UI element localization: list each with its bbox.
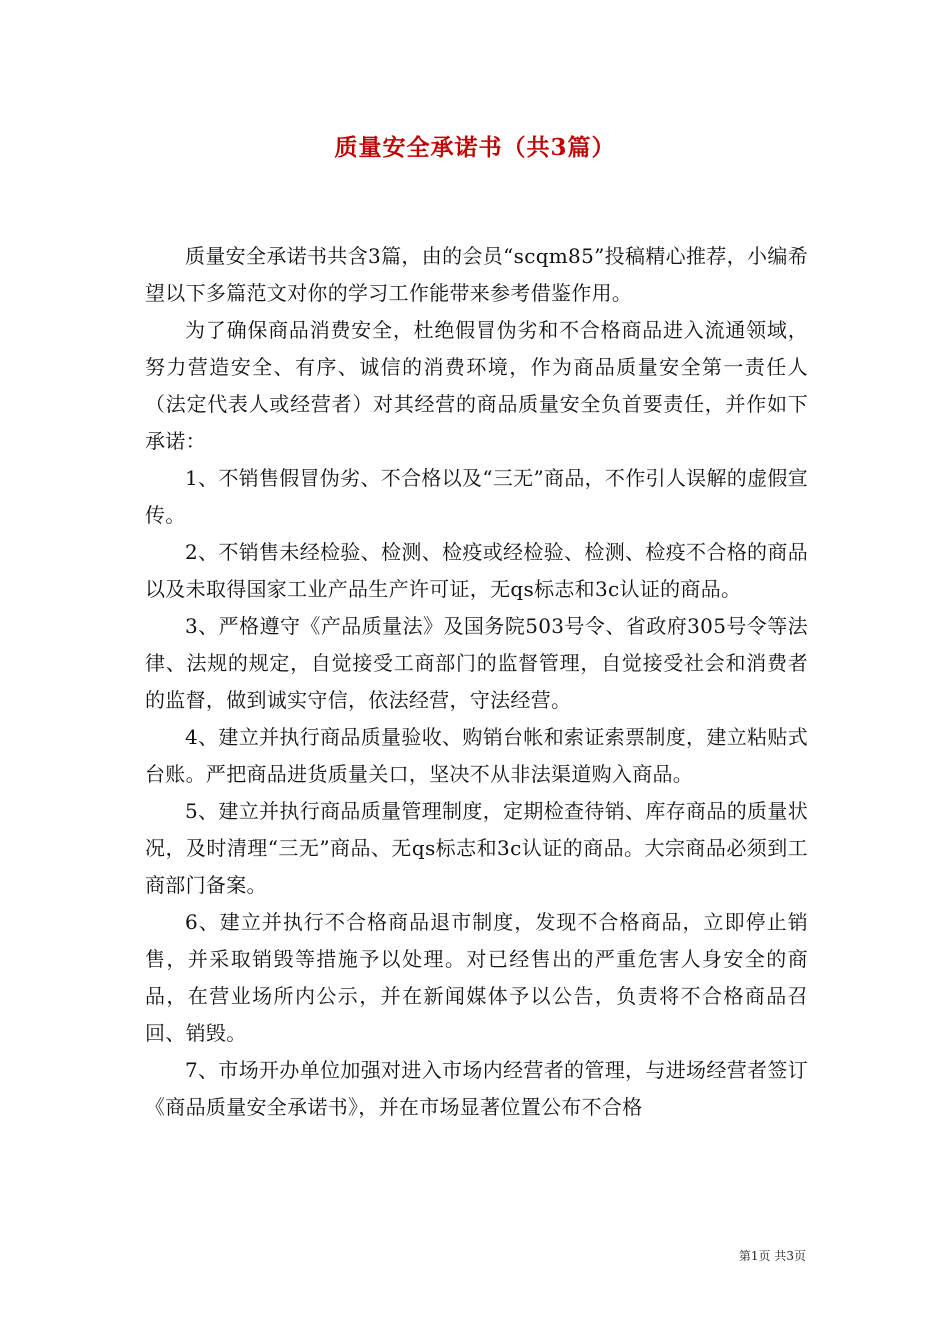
paragraph-item-7: 7、市场开办单位加强对进入市场内经营者的管理，与进场经营者签订《商品质量安全承诺书》，并在市场显著位置公布不合格 [145, 1058, 808, 1119]
paragraph-item-1: 1、不销售假冒伪劣、不合格以及“三无”商品，不作引人误解的虚假宣传。 [145, 466, 808, 527]
document-body [145, 238, 808, 1126]
paragraph-item-5: 5、建立并执行商品质量管理制度，定期检查待销、库存商品的质量状况，及时清理“三无”商品、无qs标志和3c认证的商品。大宗商品必须到工商部门备案。 [145, 799, 808, 897]
paragraph-item-4: 4、建立并执行商品质量验收、购销台帐和索证索票制度，建立粘贴式台账。严把商品进货质量关口，坚决不从非法渠道购入商品。 [145, 725, 808, 786]
document-title: 质量安全承诺书（共3篇） [334, 134, 616, 161]
paragraph-intro: 质量安全承诺书共含3篇，由的会员“scqm85”投稿精心推荐，小编希望以下多篇范文对你的学习工作能带来参考借鉴作用。 [145, 244, 808, 305]
paragraph-preamble: 为了确保商品消费安全，杜绝假冒伪劣和不合格商品进入流通领域，努力营造安全、有序、诚信的消费环境，作为商品质量安全第一责任人（法定代表人或经营者）对其经营的商品质量安全负首要责任，并作如下承诺： [145, 318, 808, 453]
paragraph-item-3: 3、严格遵守《产品质量法》及国务院503号令、省政府305号令等法律、法规的规定，自觉接受工商部门的监督管理，自觉接受社会和消费者的监督，做到诚实守信，依法经营，守法经营。 [145, 614, 808, 712]
paragraph-item-2: 2、不销售未经检验、检测、检疫或经检验、检测、检疫不合格的商品以及未取得国家工业产品生产许可证，无qs标志和3c认证的商品。 [145, 540, 808, 601]
page-number-footer: 第1页 共3页 [738, 1249, 806, 1263]
paragraph-item-6: 6、建立并执行不合格商品退市制度，发现不合格商品，立即停止销售，并采取销毁等措施予以处理。对已经售出的严重危害人身安全的商品，在营业场所内公示，并在新闻媒体予以公告，负责将不合格商品召回、销毁。 [145, 910, 808, 1045]
